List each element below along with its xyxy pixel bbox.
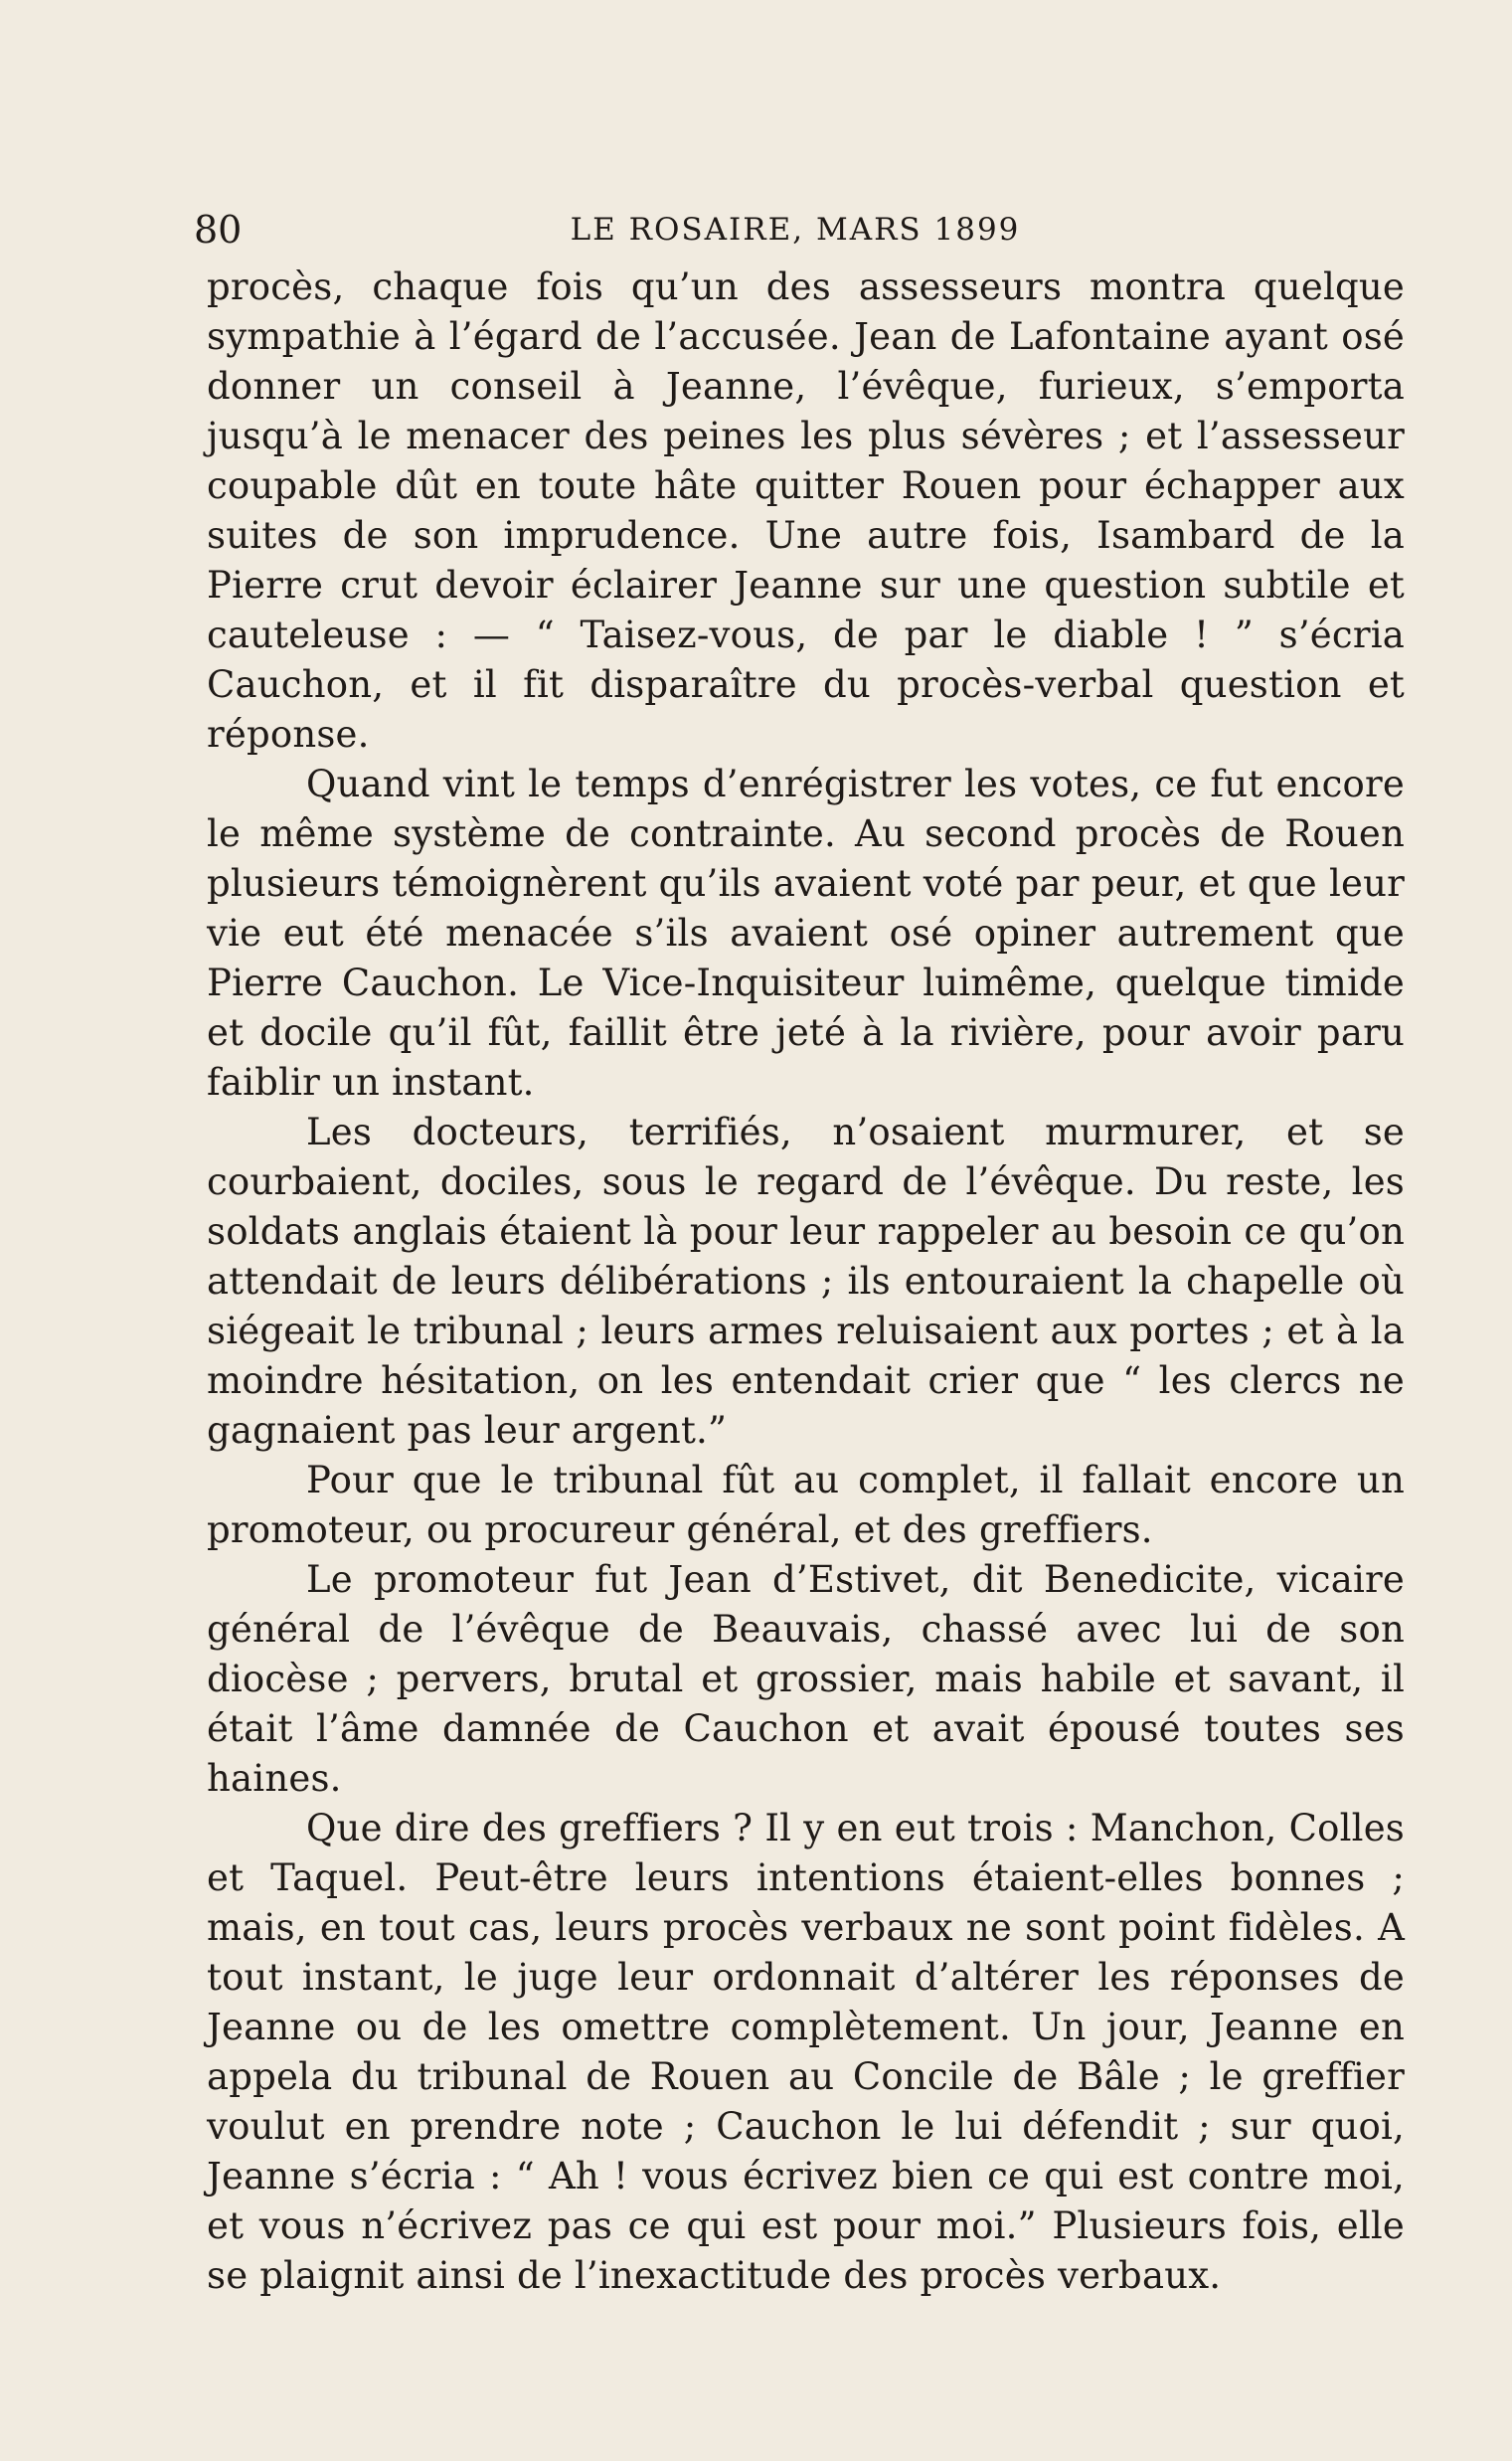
page-number: 80 [194, 208, 243, 252]
page-header [194, 205, 1397, 255]
paragraph-4: Pour que le tribunal fût au complet, il fallait encore un promoteur, ou procureur général, et des greffiers. [207, 1459, 1405, 1551]
body-text [207, 263, 1405, 2301]
running-title: LE ROSAIRE, MARS 1899 [570, 212, 1021, 248]
paragraph-2: Quand vint le temps d’enrégistrer les votes, ce fut encore le même système de contrainte. Au second procès de Rouen plusieurs témoignèrent qu’ils avaient voté par peur, et que leur vie eut été menacée s’ils avaient osé opiner autrement que Pierre Cauchon. Le Vice-Inquisiteur luimême, quelque timide et docile qu’il fût, faillit être jeté à la rivière, pour avoir paru faiblir un instant. [207, 763, 1405, 1104]
paragraph-3: Les docteurs, terrifiés, n’osaient murmurer, et se courbaient, dociles, sous le regard de l’évêque. Du reste, les soldats anglais étaient là pour leur rappeler au besoin ce qu’on attendait de leurs délibérations ; ils entouraient la chapelle où siégeait le tribunal ; leurs armes reluisaient aux portes ; et à la moindre hésitation, on les entendait crier que “ les clercs ne gagnaient pas leur argent.” [207, 1111, 1405, 1452]
paragraph-5: Le promoteur fut Jean d’Estivet, dit Benedicite, vicaire général de l’évêque de Beauvais, chassé avec lui de son diocèse ; pervers, brutal et grossier, mais habile et savant, il était l’âme damnée de Cauchon et avait épousé toutes ses haines. [207, 1558, 1405, 1800]
paragraph-6: Que dire des greffiers ? Il y en eut trois : Manchon, Colles et Taquel. Peut-être leurs intentions étaient-elles bonnes ; mais, en tout cas, leurs procès verbaux ne sont point fidèles. A tout instant, le juge leur ordonnait d’altérer les réponses de Jeanne ou de les omettre complètement. Un jour, Jeanne en appela du tribunal de Rouen au Concile de Bâle ; le greffier voulut en prendre note ; Cauchon le lui défendit ; sur quoi, Jeanne s’écria : “ Ah ! vous écrivez bien ce qui est contre moi, et vous n’écrivez pas ce qui est pour moi.” Plusieurs fois, elle se plaignit ainsi de l’inexactitude des procès verbaux. [207, 1807, 1405, 2297]
paragraph-1: procès, chaque fois qu’un des assesseurs montra quelque sympathie à l’égard de l’accusée. Jean de Lafontaine ayant osé donner un conseil à Jeanne, l’évêque, furieux, s’emporta jusqu’à le menacer des peines les plus sévères ; et l’assesseur coupable dût en toute hâte quitter Rouen pour échapper aux suites de son imprudence. Une autre fois, Isambard de la Pierre crut devoir éclairer Jeanne sur une question subtile et cauteleuse : — “ Taisez-vous, de par le diable ! ” s’écria Cauchon, et il fit disparaître du procès-verbal question et réponse. [207, 265, 1405, 756]
